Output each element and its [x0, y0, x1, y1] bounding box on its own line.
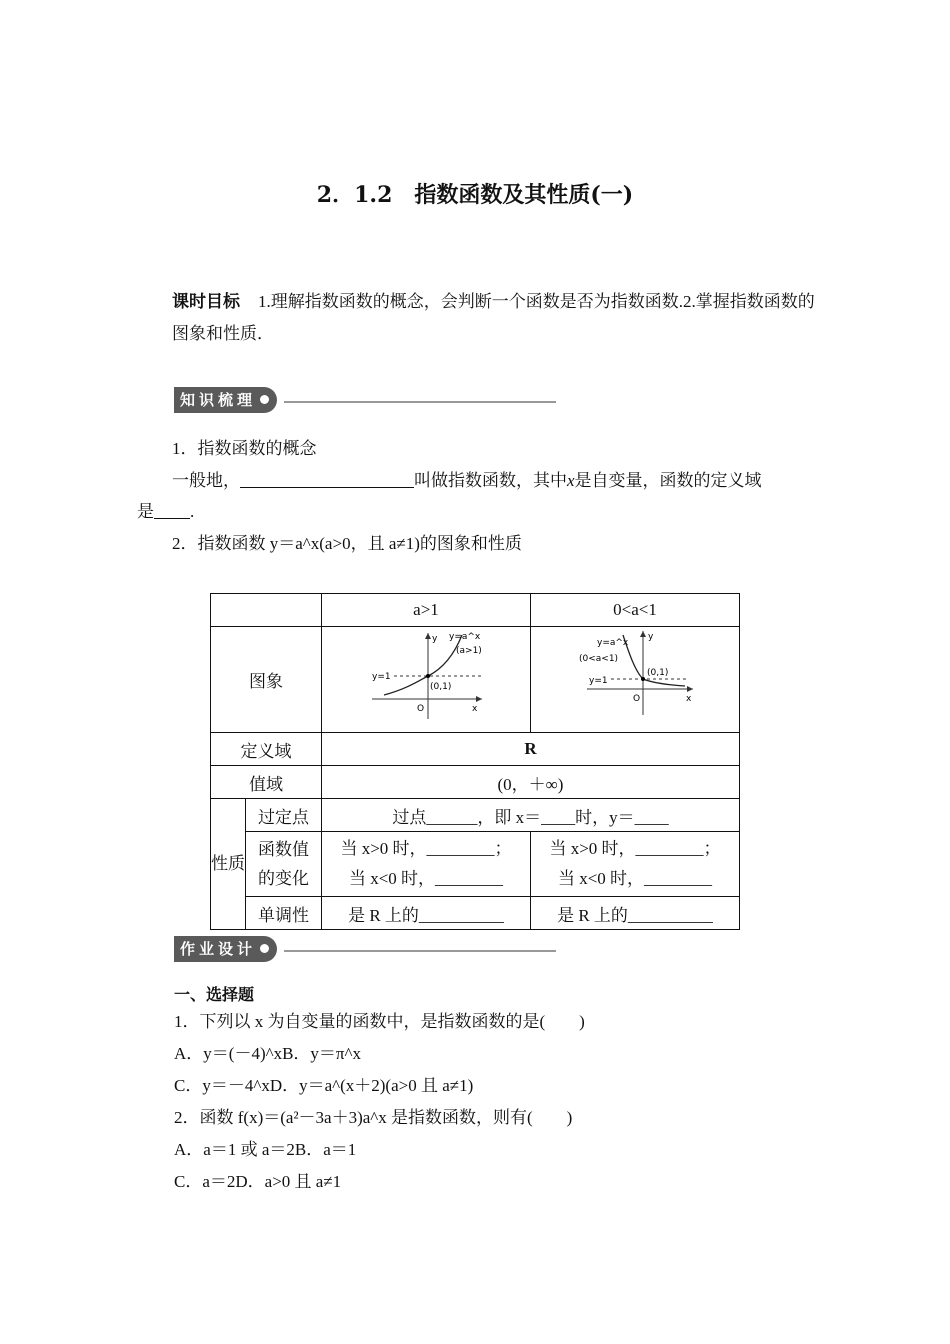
graph1-y1-label: y=1 [372, 672, 391, 682]
fixed-point-text: 过点______，即 x＝____时，y＝____ [322, 799, 740, 832]
fixed-point-marker [426, 674, 430, 678]
graph2-point-label: (0,1) [647, 668, 669, 678]
lesson-goal [172, 286, 822, 350]
vc-gt-line2: 当 x<0 时，________ [348, 869, 504, 888]
question-1-options-cd: C．y＝－4^xD．y＝a^(x＋2)(a>0 且 a≠1) [174, 1076, 474, 1095]
y-axis-arrow-icon [640, 631, 646, 637]
graph1-curve-label: y=a^x [449, 632, 481, 642]
graph2-curve-label: y=a^x [597, 638, 629, 648]
vc-lt-line2: 当 x<0 时，________ [557, 869, 713, 888]
properties-table [210, 593, 740, 930]
choice-heading: 一、选择题 [174, 985, 255, 1004]
concept-text-a: 一般地， [172, 471, 240, 490]
bullet-dot-icon [260, 395, 269, 404]
section-divider [284, 950, 556, 952]
concept-text-line2: 是 . [137, 502, 195, 521]
graph2-y-label: y [648, 632, 654, 642]
header-a-lt-1: 0<a<1 [531, 594, 740, 627]
domain-value: R [322, 733, 740, 766]
graph1-condition: (a>1) [456, 646, 482, 656]
exp-decay-graph [531, 627, 739, 727]
question-2-options-ab: A．a＝1 或 a＝2B．a＝1 [174, 1140, 357, 1159]
row-label-domain: 定义域 [211, 733, 322, 766]
graph-cell-a-gt-1 [322, 627, 531, 733]
exp-growth-graph [322, 627, 530, 727]
question-1: 1．下列以 x 为自变量的函数中，是指数函数的是( ) [174, 1012, 585, 1031]
concept-text-e: 是 [137, 502, 154, 521]
monotonic-a-lt-1: 是 R 上的__________ [531, 897, 740, 930]
row-label-monotonic: 单调性 [246, 897, 322, 930]
section-divider [284, 401, 556, 403]
vc-gt-line1: 当 x>0 时，________； [340, 839, 512, 858]
row-label-fixed-point: 过定点 [246, 799, 322, 832]
decay-curve [623, 635, 685, 686]
knowledge-section-bar [174, 387, 556, 413]
header-a-gt-1: a>1 [322, 594, 531, 627]
question-2: 2．函数 f(x)＝(a²－3a＋3)a^x 是指数函数，则有( ) [174, 1108, 573, 1127]
section-tag [174, 387, 277, 413]
row-label-properties: 性质 [211, 799, 246, 930]
concept-heading: 1．指数函数的概念 [172, 439, 317, 458]
x-axis-arrow-icon [687, 686, 693, 692]
bullet-dot-icon [260, 944, 269, 953]
graph1-y-label: y [432, 634, 438, 644]
question-1-options-ab: A．y＝(－4)^xB．y＝π^x [174, 1044, 361, 1063]
value-change-a-gt-1 [322, 832, 531, 897]
row-label-value-change: 函数值的变化 [246, 832, 322, 897]
graph2-origin-label: O [633, 694, 641, 704]
y-axis-arrow-icon [425, 633, 431, 639]
table-corner [211, 594, 322, 627]
graph2-condition: (0<a<1) [579, 654, 619, 664]
range-value: (0，＋∞) [322, 766, 740, 799]
section-tag [174, 936, 277, 962]
concept-text [172, 466, 762, 491]
vc-lt-line1: 当 x>0 时，________； [549, 839, 721, 858]
goal-label: 课时目标 [172, 292, 240, 311]
graph-properties-heading: 2．指数函数 y＝a^x(a>0，且 a≠1)的图象和性质 [172, 534, 522, 553]
graph2-x-label: x [686, 694, 692, 704]
section-tag-label: 作业设计 [180, 940, 257, 958]
fixed-point-marker [641, 677, 645, 681]
concept-text-b: 叫做指数函数，其中 [414, 471, 567, 490]
x-axis-arrow-icon [476, 696, 482, 702]
fill-blank[interactable] [240, 471, 414, 488]
graph-cell-a-lt-1 [531, 627, 740, 733]
graph1-x-label: x [472, 704, 478, 714]
graph1-point-label: (0,1) [430, 682, 452, 692]
homework-section-bar [174, 936, 556, 962]
concept-var-x: x [567, 471, 575, 490]
goal-text: 1.理解指数函数的概念，会判断一个函数是否为指数函数.2.掌握指数函数的图象和性质． [172, 292, 815, 343]
value-change-a-lt-1 [531, 832, 740, 897]
question-2-options-cd: C．a＝2D．a>0 且 a≠1 [174, 1172, 342, 1191]
page-title: 2．1.2 指数函数及其性质(一) [316, 182, 634, 208]
graph1-origin-label: O [417, 704, 425, 714]
row-label-graph: 图象 [211, 627, 322, 733]
fill-blank[interactable] [154, 502, 190, 519]
graph2-y1-label: y=1 [589, 676, 608, 686]
concept-text-d: 是自变量，函数的定义域 [574, 471, 762, 490]
monotonic-a-gt-1: 是 R 上的__________ [322, 897, 531, 930]
section-tag-label: 知识梳理 [180, 391, 257, 409]
row-label-range: 值域 [211, 766, 322, 799]
